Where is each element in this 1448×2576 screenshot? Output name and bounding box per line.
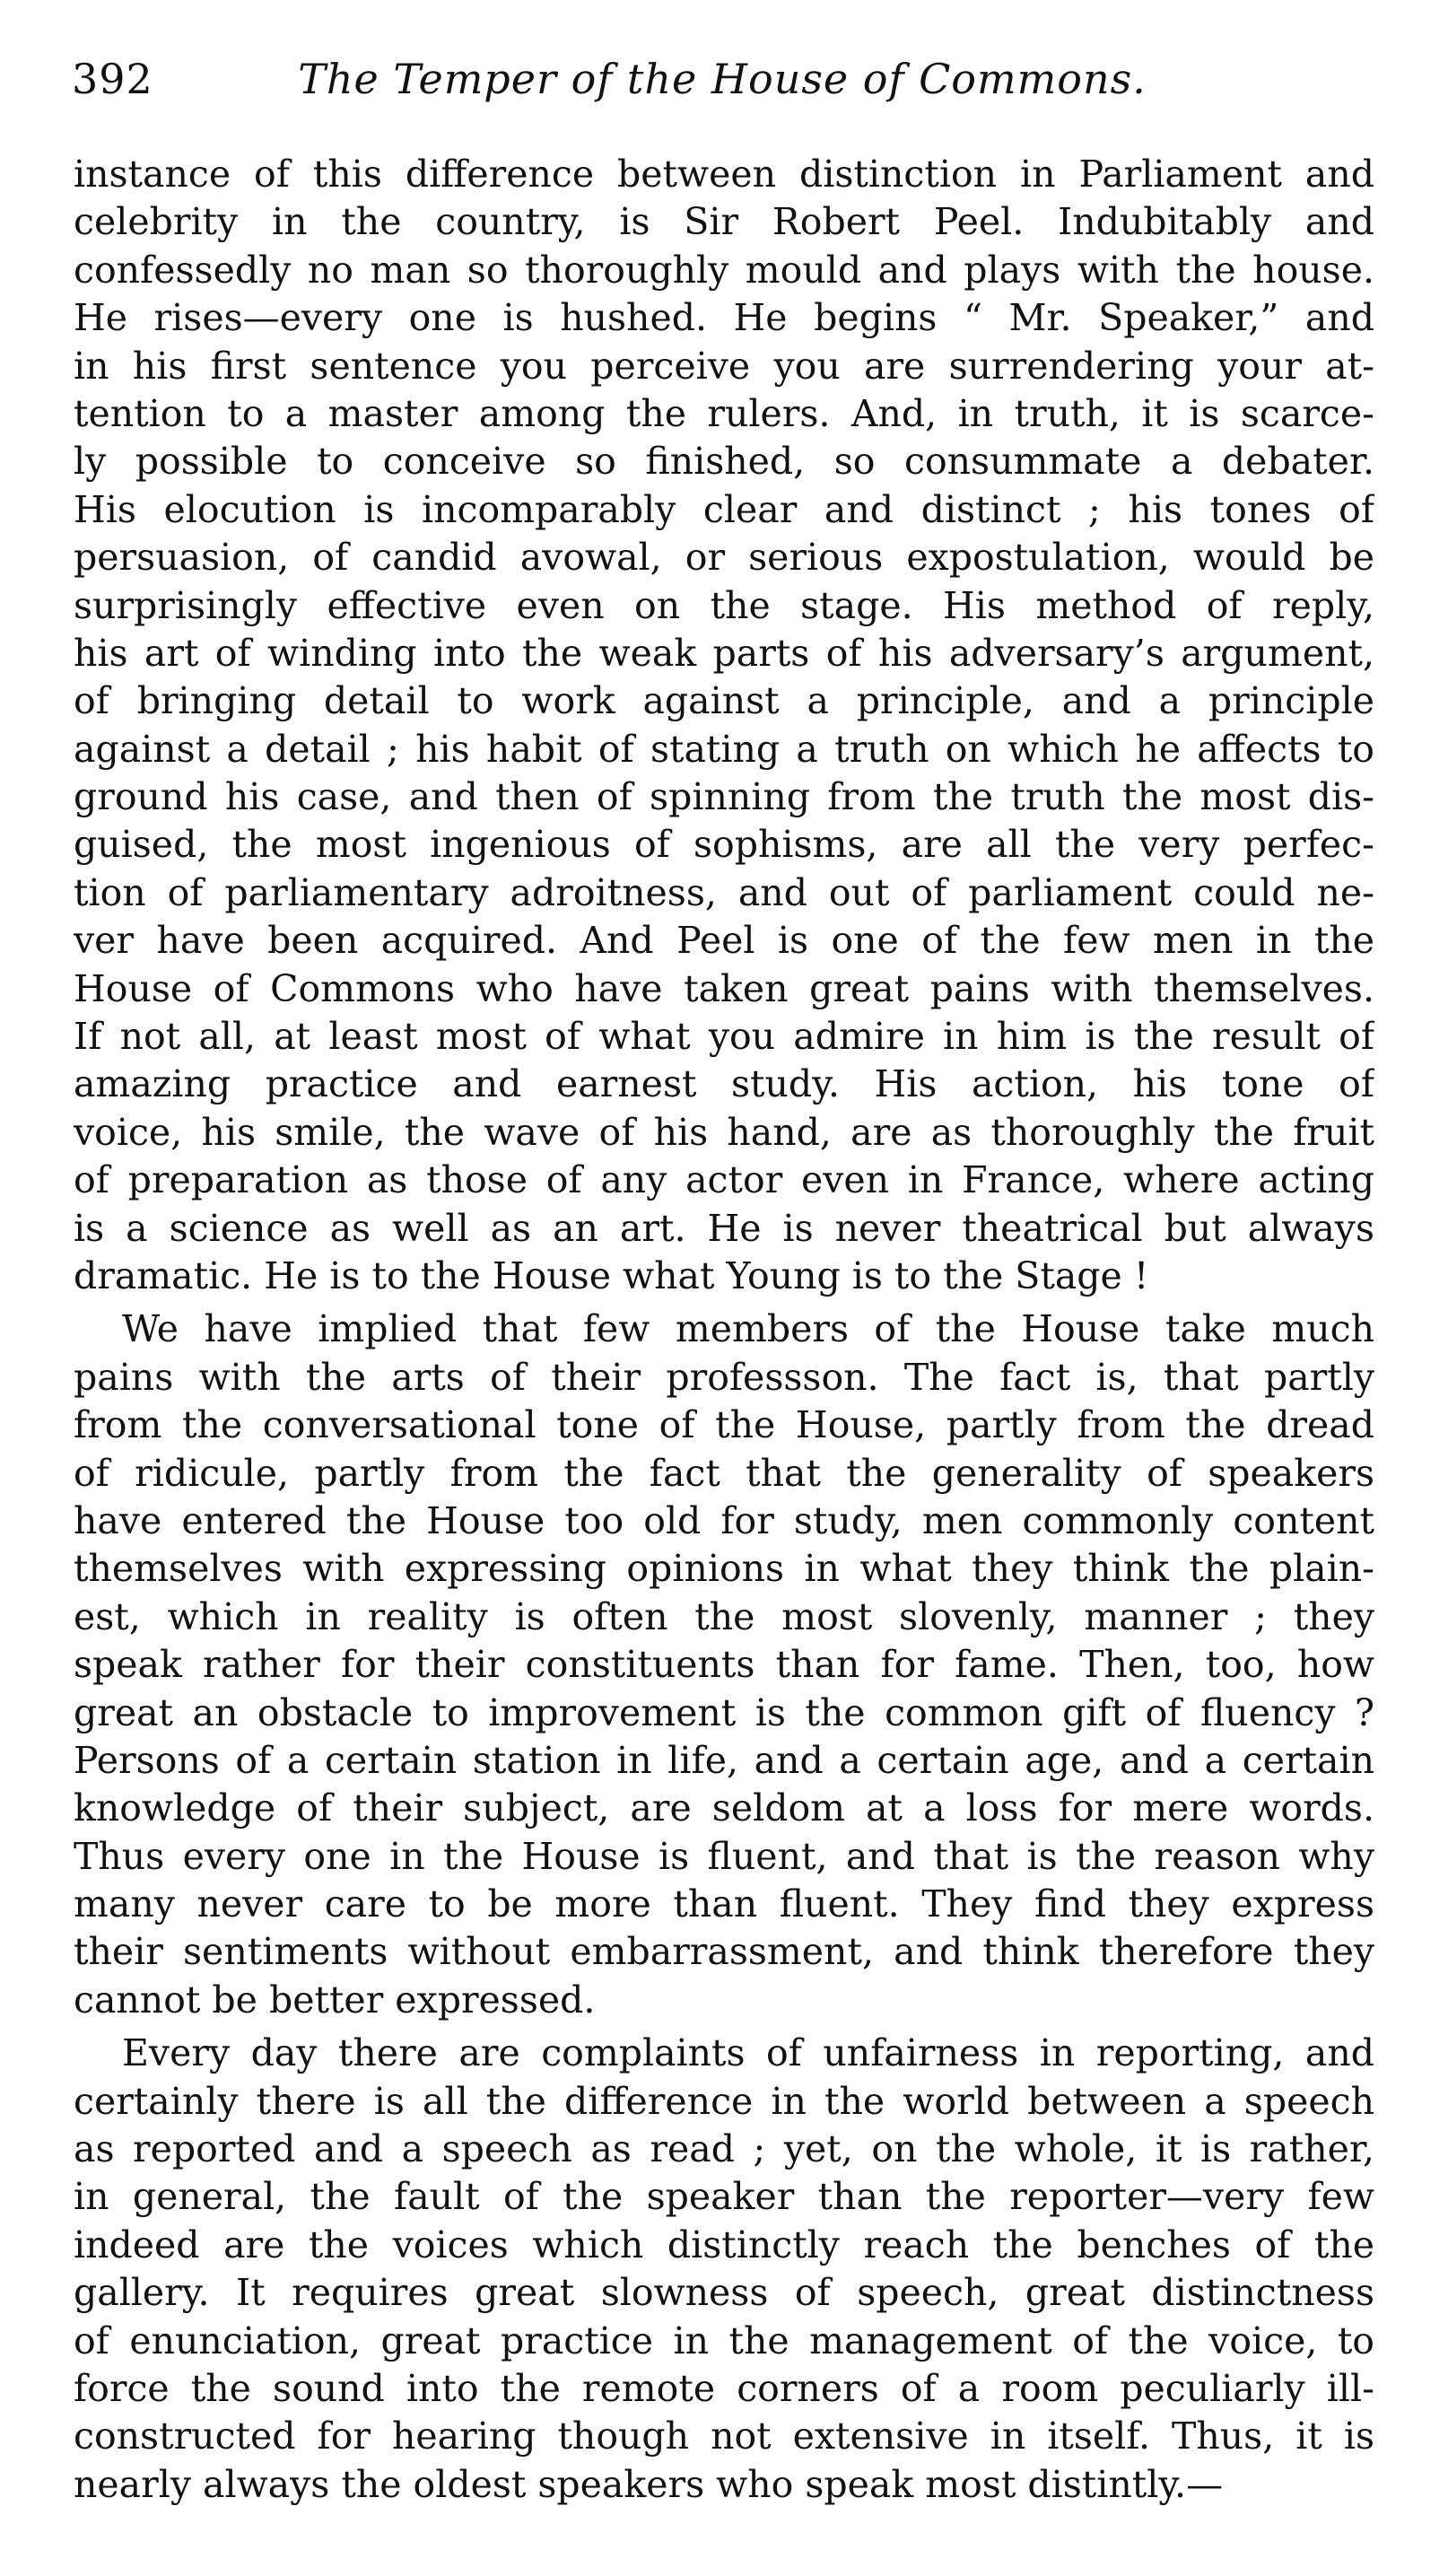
text-line: indeed are the voices which distinctly reach the benches of the: [74, 2222, 1374, 2266]
text-line: dramatic. He is to the House what Young is to the Stage !: [74, 1253, 1149, 1297]
text-line: tention to a master among the rulers. And, in truth, it is scarce-: [74, 391, 1374, 435]
text-line: Thus every one in the House is fluent, and that is the reason why: [74, 1834, 1374, 1878]
text-line: pains with the arts of their professson. The fact is, that partly: [74, 1355, 1374, 1399]
page-header: [72, 52, 1373, 115]
text-line: from the conversational tone of the House, partly from the dread: [74, 1403, 1374, 1447]
page-number: 392: [72, 55, 153, 103]
paragraph: [74, 151, 1374, 1300]
text-line: surprisingly effective even on the stage. His method of reply,: [74, 583, 1374, 627]
text-line: est, which in reality is often the most slovenly, manner ; they: [74, 1594, 1374, 1638]
text-line: of enunciation, great practice in the management of the voice, to: [74, 2318, 1374, 2362]
text-line: persuasion, of candid avowal, or serious expostulation, would be: [74, 536, 1374, 580]
text-line: gallery. It requires great slowness of speech, great distinctness: [74, 2271, 1374, 2315]
text-line: His elocution is incomparably clear and distinct ; his tones of: [74, 487, 1374, 531]
text-line: great an obstacle to improvement is the common gift of fluency ?: [74, 1690, 1374, 1734]
text-line: against a detail ; his habit of stating a truth on which he affects to: [74, 727, 1374, 771]
text-line: tion of parliamentary adroitness, and out of parliament could ne-: [74, 870, 1374, 914]
text-line: in his first sentence you perceive you are surrendering your at-: [74, 344, 1374, 388]
text-line: of ridicule, partly from the fact that the generality of speakers: [74, 1451, 1374, 1495]
text-line: cannot be better expressed.: [74, 1978, 596, 2022]
text-line: have entered the House too old for study, men commonly content: [74, 1498, 1374, 1542]
text-line: celebrity in the country, is Sir Robert Peel. Indubitably and: [74, 200, 1374, 244]
text-line: Persons of a certain station in life, and a certain age, and a certain: [74, 1738, 1374, 1782]
body-text: [74, 151, 1374, 2509]
text-line: nearly always the oldest speakers who speak most distintly.—: [74, 2462, 1224, 2506]
text-line: is a science as well as an art. He is never theatrical but always: [74, 1206, 1374, 1250]
text-line: House of Commons who have taken great pains with themselves.: [74, 966, 1374, 1010]
text-line: ly possible to conceive so finished, so consummate a debater.: [74, 440, 1374, 484]
text-line: Every day there are complaints of unfairness in reporting, and: [122, 2031, 1374, 2075]
text-line: knowledge of their subject, are seldom at a loss for mere words.: [74, 1786, 1374, 1830]
text-line: force the sound into the remote corners of a room peculiarly ill-: [74, 2366, 1374, 2410]
text-line: We have implied that few members of the House take much: [122, 1307, 1374, 1351]
text-line: themselves with expressing opinions in what they think the plain-: [74, 1547, 1374, 1591]
text-line: If not all, at least most of what you admire in him is the result of: [74, 1015, 1374, 1059]
text-line: as reported and a speech as read ; yet, on the whole, it is rather,: [74, 2127, 1374, 2171]
text-line: certainly there is all the difference in the world between a speech: [74, 2079, 1374, 2123]
text-line: in general, the fault of the speaker than the reporter—very few: [74, 2175, 1374, 2219]
text-line: confessedly no man so thoroughly mould and plays with the house.: [74, 248, 1374, 292]
text-line: their sentiments without embarrassment, and think therefore they: [74, 1930, 1374, 1974]
paragraph: [74, 2030, 1374, 2509]
text-line: instance of this difference between distinction in Parliament and: [74, 153, 1374, 196]
text-line: guised, the most ingenious of sophisms, are all the very perfec-: [74, 823, 1374, 867]
text-line: He rises—every one is hushed. He begins “ Mr. Speaker,” and: [74, 296, 1374, 340]
text-line: constructed for hearing though not extensive in itself. Thus, it is: [74, 2414, 1374, 2458]
text-line: of preparation as those of any actor even in France, where acting: [74, 1158, 1374, 1202]
text-line: amazing practice and earnest study. His action, his tone of: [74, 1062, 1374, 1106]
text-line: of bringing detail to work against a principle, and a principle: [74, 679, 1374, 723]
text-line: his art of winding into the weak parts of his adversary’s argument,: [74, 631, 1374, 675]
text-line: ver have been acquired. And Peel is one of the few men in the: [74, 919, 1374, 963]
text-line: ground his case, and then of spinning from the truth the most dis-: [74, 775, 1374, 819]
text-line: many never care to be more than fluent. They find they express: [74, 1882, 1374, 1926]
paragraph: [74, 1305, 1374, 2024]
text-line: speak rather for their constituents than for fame. Then, too, how: [74, 1643, 1374, 1687]
running-title: The Temper of the House of Commons.: [298, 55, 1147, 103]
text-line: voice, his smile, the wave of his hand, are as thoroughly the fruit: [74, 1110, 1374, 1154]
